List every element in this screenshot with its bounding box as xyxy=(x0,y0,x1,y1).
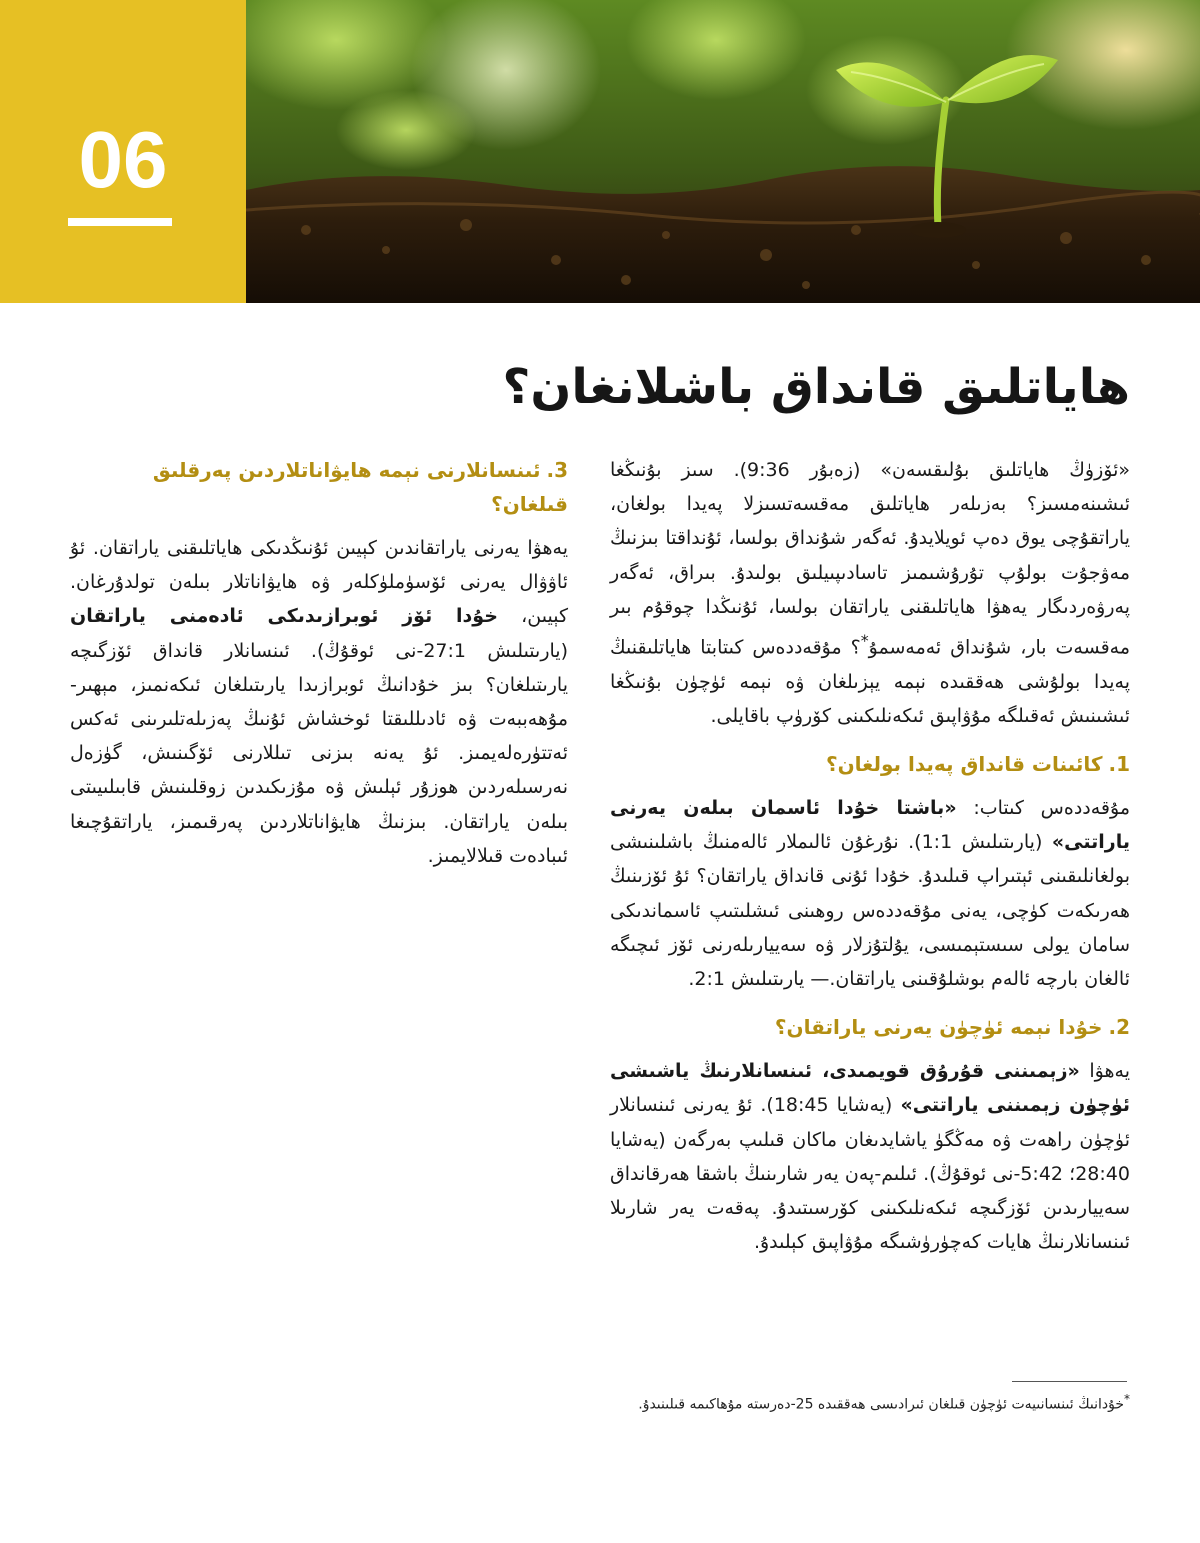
section-2-body xyxy=(610,1054,1130,1259)
body-line: ماكان قىلىپ بەرگەن (يەشايا 28:40؛ 5:42-نى ئوقۇڭ). xyxy=(610,1128,1130,1185)
body-line: ياراتقان؟ ئۇ ئۆزىنىڭ ھەرىكەت كۈچى، يەنى مۇقەددەس xyxy=(610,865,1130,922)
body-line: ئۆزگىچە يارىتىلغان؟ بىز خۇدانىڭ ئوبرازىدا يارىتىلغان xyxy=(70,639,568,696)
body-line: يەھۋا يەرنى ياراتقاندىن كېيىن ئۇنىڭدىكى ھاياتلىقنى xyxy=(166,537,569,559)
left-column xyxy=(70,453,568,873)
lesson-number: 06 xyxy=(78,115,168,204)
intro-line: «ئۆزۈڭ ھاياتلىق بۇلىقسەن» (زەبۇر 9:36). سىز بۇنىڭغا xyxy=(610,459,1130,481)
section-number: 3. xyxy=(546,458,568,482)
body-line: پەزىلەتلىرىنى ئەكس ئەتتۈرەلەيمىز. ئۇ يەنە بىزنى تىللارنى xyxy=(70,708,569,765)
intro-paragraph xyxy=(610,453,1130,733)
section-number: 2. xyxy=(1108,1015,1130,1040)
body-line: ئۇ يەرنى ئىنسانلار ئۈچۈن راھەت ۋە مەڭگۈ ياشايدىغان xyxy=(610,1094,1130,1151)
intro-line: ئەمەسمۇ xyxy=(868,636,942,659)
seedling-photo xyxy=(246,0,1200,303)
section-title: خۇدا نېمە ئۈچۈن يەرنى ياراتقان؟ xyxy=(774,1015,1103,1040)
section-title: ئىنسانلارنى نېمە ھايۋاناتلاردىن پەرقلىق قىلغان؟ xyxy=(152,458,568,516)
footnote-divider xyxy=(1012,1381,1127,1382)
bold-quote: خۇدا ئۆز ئوبرازىدىكى ئادەمنى ياراتقان xyxy=(70,605,498,628)
body-line: تولدۇرغان. كېيىن، xyxy=(70,571,568,628)
body-line: ئىنسانلارنىڭ ھايات كەچۈرۈشىگە مۇۋاپىق كېلىدۇ. xyxy=(753,1231,1130,1254)
body-line: بوشلۇقىنى ياراتقان.— يارىتىلىش 2:1. xyxy=(688,967,986,990)
intro-line: ياراتقۇچى يوق دەپ ئويلايدۇ. ئەگەر شۇنداق بولسا، xyxy=(728,527,1130,550)
body-line: باشلىنىشى بولغانلىقىنى ئېتىراپ قىلىدۇ. خۇدا ئۇنى قانداق xyxy=(610,831,1130,888)
intro-line: بولسا، ئۇنىڭدا چوقۇم بىر مەقسەت بار، شۇنداق xyxy=(610,595,1131,659)
section-1-heading xyxy=(610,747,1130,781)
intro-line: ؟ مۇقەددەس كىتابتا ھاياتلىقنىڭ پەيدا بولۇشى xyxy=(610,636,1130,693)
intro-line: ئەقىلگە مۇۋاپىق ئىكەنلىكىنى كۆرۈپ باقايلى. xyxy=(710,704,1055,727)
footnote xyxy=(610,1386,1130,1419)
badge-underline xyxy=(68,218,172,226)
intro-line: بولىدۇ. بىراق، ئەگەر پەرۋەردىگار يەھۋا ھاياتلىقنى ياراتقان xyxy=(610,561,1130,618)
bold-quote: «زېمىننى قۇرۇق قويمىدى، ئىنسانلارنىڭ ياشىشى ئۈچۈن زېمىننى ياراتتى» xyxy=(610,1060,1130,1117)
right-column xyxy=(610,453,1130,1259)
body-line: زوقلىنىش قابىلىيىتى بىلەن ياراتقان. بىزنىڭ ھايۋاناتلاردىن xyxy=(70,776,568,833)
body-line: (يارىتىلىش 1:1). نۇرغۇن ئالىملار ئالەمنىڭ xyxy=(702,831,1043,854)
body-line: ئىلىم-پەن يەر شارىنىڭ باشقا ھەرقانداق سەييارىدىن xyxy=(610,1162,1130,1219)
intro-line: ئۇنداقتا بىزنىڭ مەۋجۇت بولۇپ تۇرۇشىمىز تاسادىپىيلىق xyxy=(610,527,1130,584)
body-line: ئۆزگىچە ئىكەنلىكىنى كۆرسىتىدۇ. پەقەت يەر شارىلا xyxy=(610,1196,1031,1219)
page-title: ھاياتلىق قانداق باشلانغان؟ xyxy=(502,359,1130,415)
body-line: روھىنى ئىشلىتىپ ئاسماندىكى سامان يولى سىستېمىسى، xyxy=(610,899,1130,956)
body-line: (يەشايا 18:45). xyxy=(760,1094,893,1117)
body-line: يۇلتۇزلار ۋە سەييارىلەرنى ئۆز ئىچىگە ئالغان بارچە ئالەم xyxy=(610,933,1130,990)
section-3-heading xyxy=(70,453,568,521)
body-line: مۇقەددەس كىتاب: xyxy=(973,796,1130,819)
body-line: پەرقىمىز، ياراتقۇچىغا ئىبادەت قىلالايمىز. xyxy=(70,810,568,867)
section-3-body xyxy=(70,531,568,873)
body-line: ئۆگىنىش، گۈزەل نەرسىلەردىن ھوزۇر ئېلىش ۋە مۇزىكىدىن xyxy=(70,742,568,799)
intro-line: ئىشىنەمسىز؟ بەزىلەر ھاياتلىق مەقسەتسىزلا پەيدا بولغان، xyxy=(610,493,1130,516)
intro-line: ھەققىدە نېمە يېزىلغان ۋە نېمە ئۈچۈن بۇنىڭغا ئىشىنىش xyxy=(610,670,1130,727)
section-title: كائىنات قانداق پەيدا بولغان؟ xyxy=(826,751,1103,776)
section-number: 1. xyxy=(1108,751,1130,776)
body-line: يەھۋا xyxy=(1089,1060,1130,1083)
bold-quote: «باشتا خۇدا ئاسمان بىلەن يەرنى ياراتتى» xyxy=(610,796,1130,854)
section-1-body xyxy=(610,791,1130,996)
body-line: (يارىتىلىش 27:1-نى ئوقۇڭ). ئىنسانلار قانداق xyxy=(152,639,568,662)
footnote-text: خۇدانىڭ ئىنسانىيەت ئۈچۈن قىلغان ئىرادىسى ھەققىدە 25-دەرستە مۇھاكىمە قىلىنىدۇ. xyxy=(638,1396,1124,1413)
footnote-marker: * xyxy=(860,631,869,651)
footnote-marker: * xyxy=(1124,1392,1130,1406)
body-line: ياراتقان. ئۇ ئاۋۋال يەرنى ئۆسۈملۈكلەر ۋە ھايۋاناتلار بىلەن xyxy=(70,537,568,594)
lesson-badge xyxy=(0,0,246,303)
section-2-heading xyxy=(610,1010,1130,1044)
body-line: ئىكەنمىز، مېھىر-مۇھەببەت ۋە ئادىللىقتا ئوخشاش ئۇنىڭ xyxy=(70,673,568,731)
